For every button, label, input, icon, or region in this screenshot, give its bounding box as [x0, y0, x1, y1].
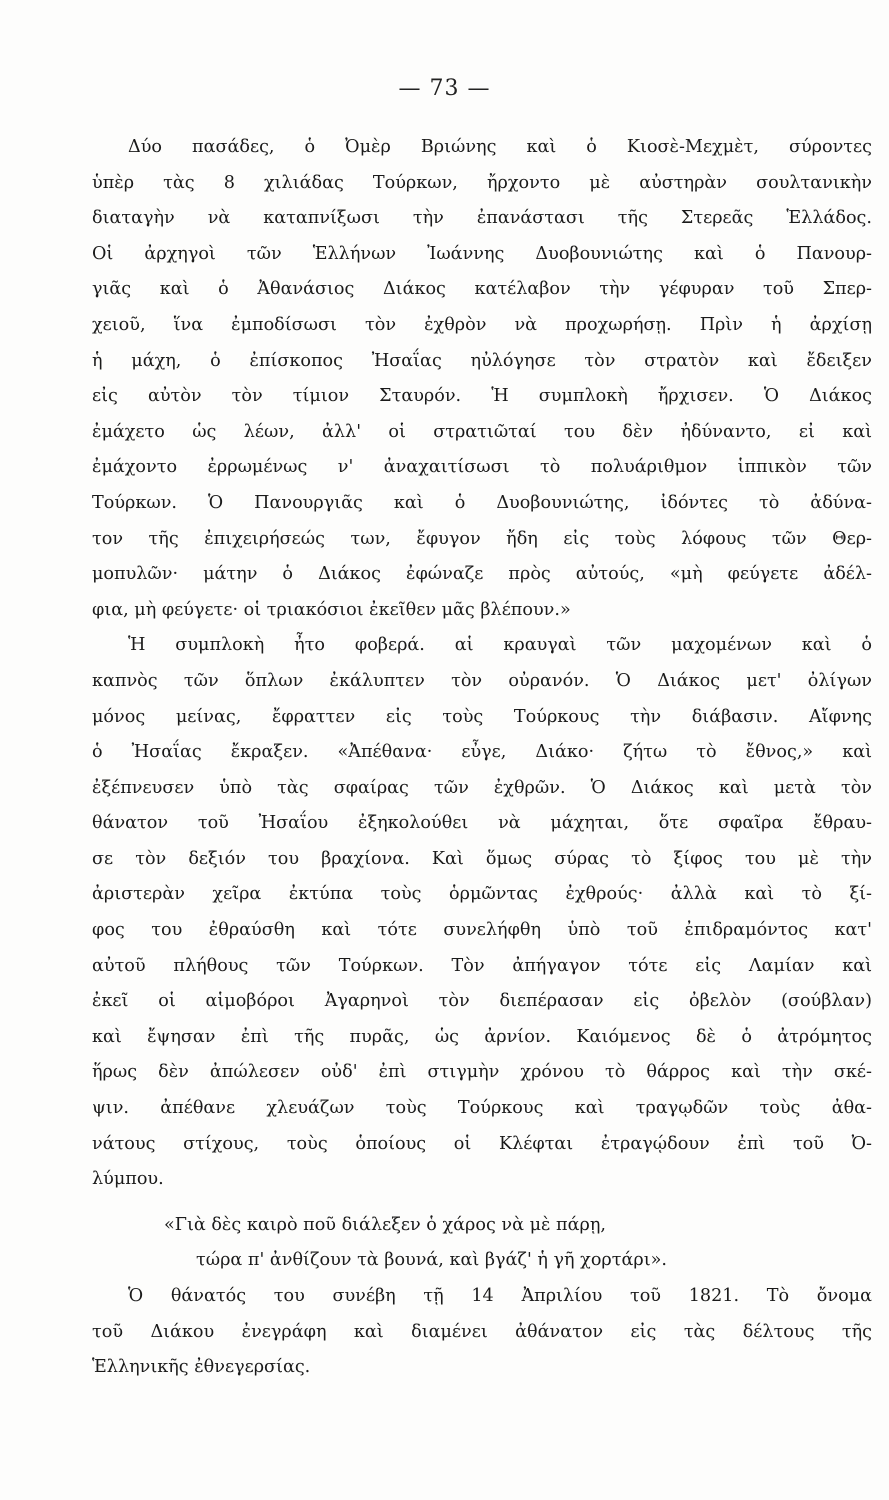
text-line: Ἡ συμπλοκὴ ἦτο φοβερά. αἱ κραυγαὶ τῶν μαχομένων καὶ ὁ [128, 635, 872, 656]
text-line: καπνὸς τῶν ὅπλων ἐκάλυπτεν τὸν οὐρανόν. Ὁ Διάκος μετ' ὀλίγων [92, 670, 872, 691]
text-line: θάνατον τοῦ Ἠσαΐου ἐξηκολούθει νὰ μάχηται, ὅτε σφαῖρα ἔθραυ- [92, 813, 872, 834]
text-line: διαταγὴν νὰ καταπνίξωσι τὴν ἐπανάστασι τῆς Στερεᾶς Ἑλλάδος. [92, 208, 872, 229]
spacer [92, 1198, 872, 1208]
text-line: φια, μὴ φεύγετε· οἱ τριακόσιοι ἐκεῖθεν μᾶς βλέπουν.» [92, 599, 571, 620]
closing-line: τοῦ Διάκου ἐνεγράφη καὶ διαμένει ἀθάνατον εἰς τὰς δέλτους τῆς [92, 1321, 872, 1342]
text-line: σε τὸν δεξιόν του βραχίονα. Καὶ ὅμως σύρας τὸ ξίφος του μὲ τὴν [92, 848, 872, 869]
text-line: μοπυλῶν· μάτην ὁ Διάκος ἐφώναζε πρὸς αὐτούς, «μὴ φεύγετε ἀδέλ- [92, 564, 872, 585]
text-line: ἐμάχοντο ἐρρωμένως ν' ἀναχαιτίσωσι τὸ πολυάριθμον ἱππικὸν τῶν [92, 457, 872, 478]
verse-line: «Γιὰ δὲς καιρὸ ποῦ διάλεξεν ὁ χάρος νὰ μὲ πάρῃ, [164, 1214, 606, 1235]
text-line: φος του ἐθραύσθη καὶ τότε συνελήφθη ὑπὸ τοῦ ἐπιδραμόντος κατ' [92, 920, 872, 941]
text-line: ἀριστερὰν χεῖρα ἐκτύπα τοὺς ὁρμῶντας ἐχθρούς· ἀλλὰ καὶ τὸ ξί- [92, 884, 872, 905]
text-line: νάτους στίχους, τοὺς ὁποίους οἱ Κλέφται ἐτραγῴδουν ἐπὶ τοῦ Ὀ- [92, 1133, 872, 1154]
closing-line: Ἑλληνικῆς ἐθνεγερσίας. [92, 1357, 311, 1378]
text-line: χειοῦ, ἵνα ἐμποδίσωσι τὸν ἐχθρὸν νὰ προχωρήσῃ. Πρὶν ἡ ἀρχίσῃ [92, 314, 872, 335]
text-line: ὑπὲρ τὰς 8 χιλιάδας Τούρκων, ἤρχοντο μὲ αὐστηρὰν σουλτανικὴν [92, 172, 872, 193]
text-line: ἡ μάχη, ὁ ἐπίσκοπος Ἠσαΐας ηὐλόγησε τὸν στρατὸν καὶ ἔδειξεν [92, 350, 872, 371]
text-line: Τούρκων. Ὁ Πανουργιᾶς καὶ ὁ Δυοβουνιώτης, ἰδόντες τὸ ἀδύνα- [92, 492, 872, 513]
text-line: Δύο πασάδες, ὁ Ὀμὲρ Βριώνης καὶ ὁ Κιοσὲ-Μεχμὲτ, σύροντες [128, 137, 872, 157]
text-line: λύμπου. [92, 1169, 164, 1190]
text-line: καὶ ἔψησαν ἐπὶ τῆς πυρᾶς, ὡς ἀρνίον. Καιόμενος δὲ ὁ ἀτρόμητος [92, 1026, 872, 1047]
text-line: ἐξέπνευσεν ὑπὸ τὰς σφαίρας τῶν ἐχθρῶν. Ὁ Διάκος καὶ μετὰ τὸν [92, 777, 872, 798]
text-line: εἰς αὐτὸν τὸν τίμιον Σταυρόν. Ἡ συμπλοκὴ ἤρχισεν. Ὁ Διάκος [92, 386, 872, 407]
text-line: ἥρως δὲν ἀπώλεσεν οὐδ' ἐπὶ στιγμὴν χρόνου τὸ θάρρος καὶ τὴν σκέ- [92, 1062, 872, 1083]
closing-line: Ὁ θάνατός του συνέβη τῇ 14 Ἀπριλίου τοῦ 1821. Τὸ ὄνομα [128, 1286, 872, 1306]
text-line: μόνος μείνας, ἔφραττεν εἰς τοὺς Τούρκους τὴν διάβασιν. Αἴφνης [92, 706, 872, 727]
text-line: ἐμάχετο ὡς λέων, ἀλλ' οἱ στρατιῶταί του δὲν ἠδύναντο, εἰ καὶ [92, 421, 872, 442]
text-line: αὐτοῦ πλήθους τῶν Τούρκων. Τὸν ἀπήγαγον τότε εἰς Λαμίαν καὶ [92, 955, 872, 976]
text-line: Οἱ ἀρχηγοὶ τῶν Ἑλλήνων Ἰωάννης Δυοβουνιώτης καὶ ὁ Πανουρ- [92, 243, 872, 264]
main-text [92, 130, 872, 1386]
text-line: τον τῆς ἐπιχειρήσεώς των, ἔφυγον ἤδη εἰς τοὺς λόφους τῶν Θερ- [92, 528, 872, 549]
text-line: ψιν. ἀπέθανε χλευάζων τοὺς Τούρκους καὶ τραγῳδῶν τοὺς ἀθα- [92, 1098, 872, 1119]
text-line: ἐκεῖ οἱ αἱμοβόροι Ἀγαρηνοὶ τὸν διεπέρασαν εἰς ὀβελὸν (σούβλαν) [92, 991, 872, 1012]
page-number: — 73 — [398, 76, 491, 101]
text-line: γιᾶς καὶ ὁ Ἀθανάσιος Διάκος κατέλαβον τὴν γέφυραν τοῦ Σπερ- [92, 279, 872, 300]
verse-line: τώρα π' ἀνθίζουν τὰ βουνά, καὶ βγάζ' ἡ γῆ χορτάρι». [196, 1250, 667, 1271]
text-line: ὁ Ἠσαΐας ἔκραξεν. «Ἀπέθανα· εὖγε, Διάκο· ζήτω τὸ ἔθνος,» καὶ [92, 742, 872, 763]
